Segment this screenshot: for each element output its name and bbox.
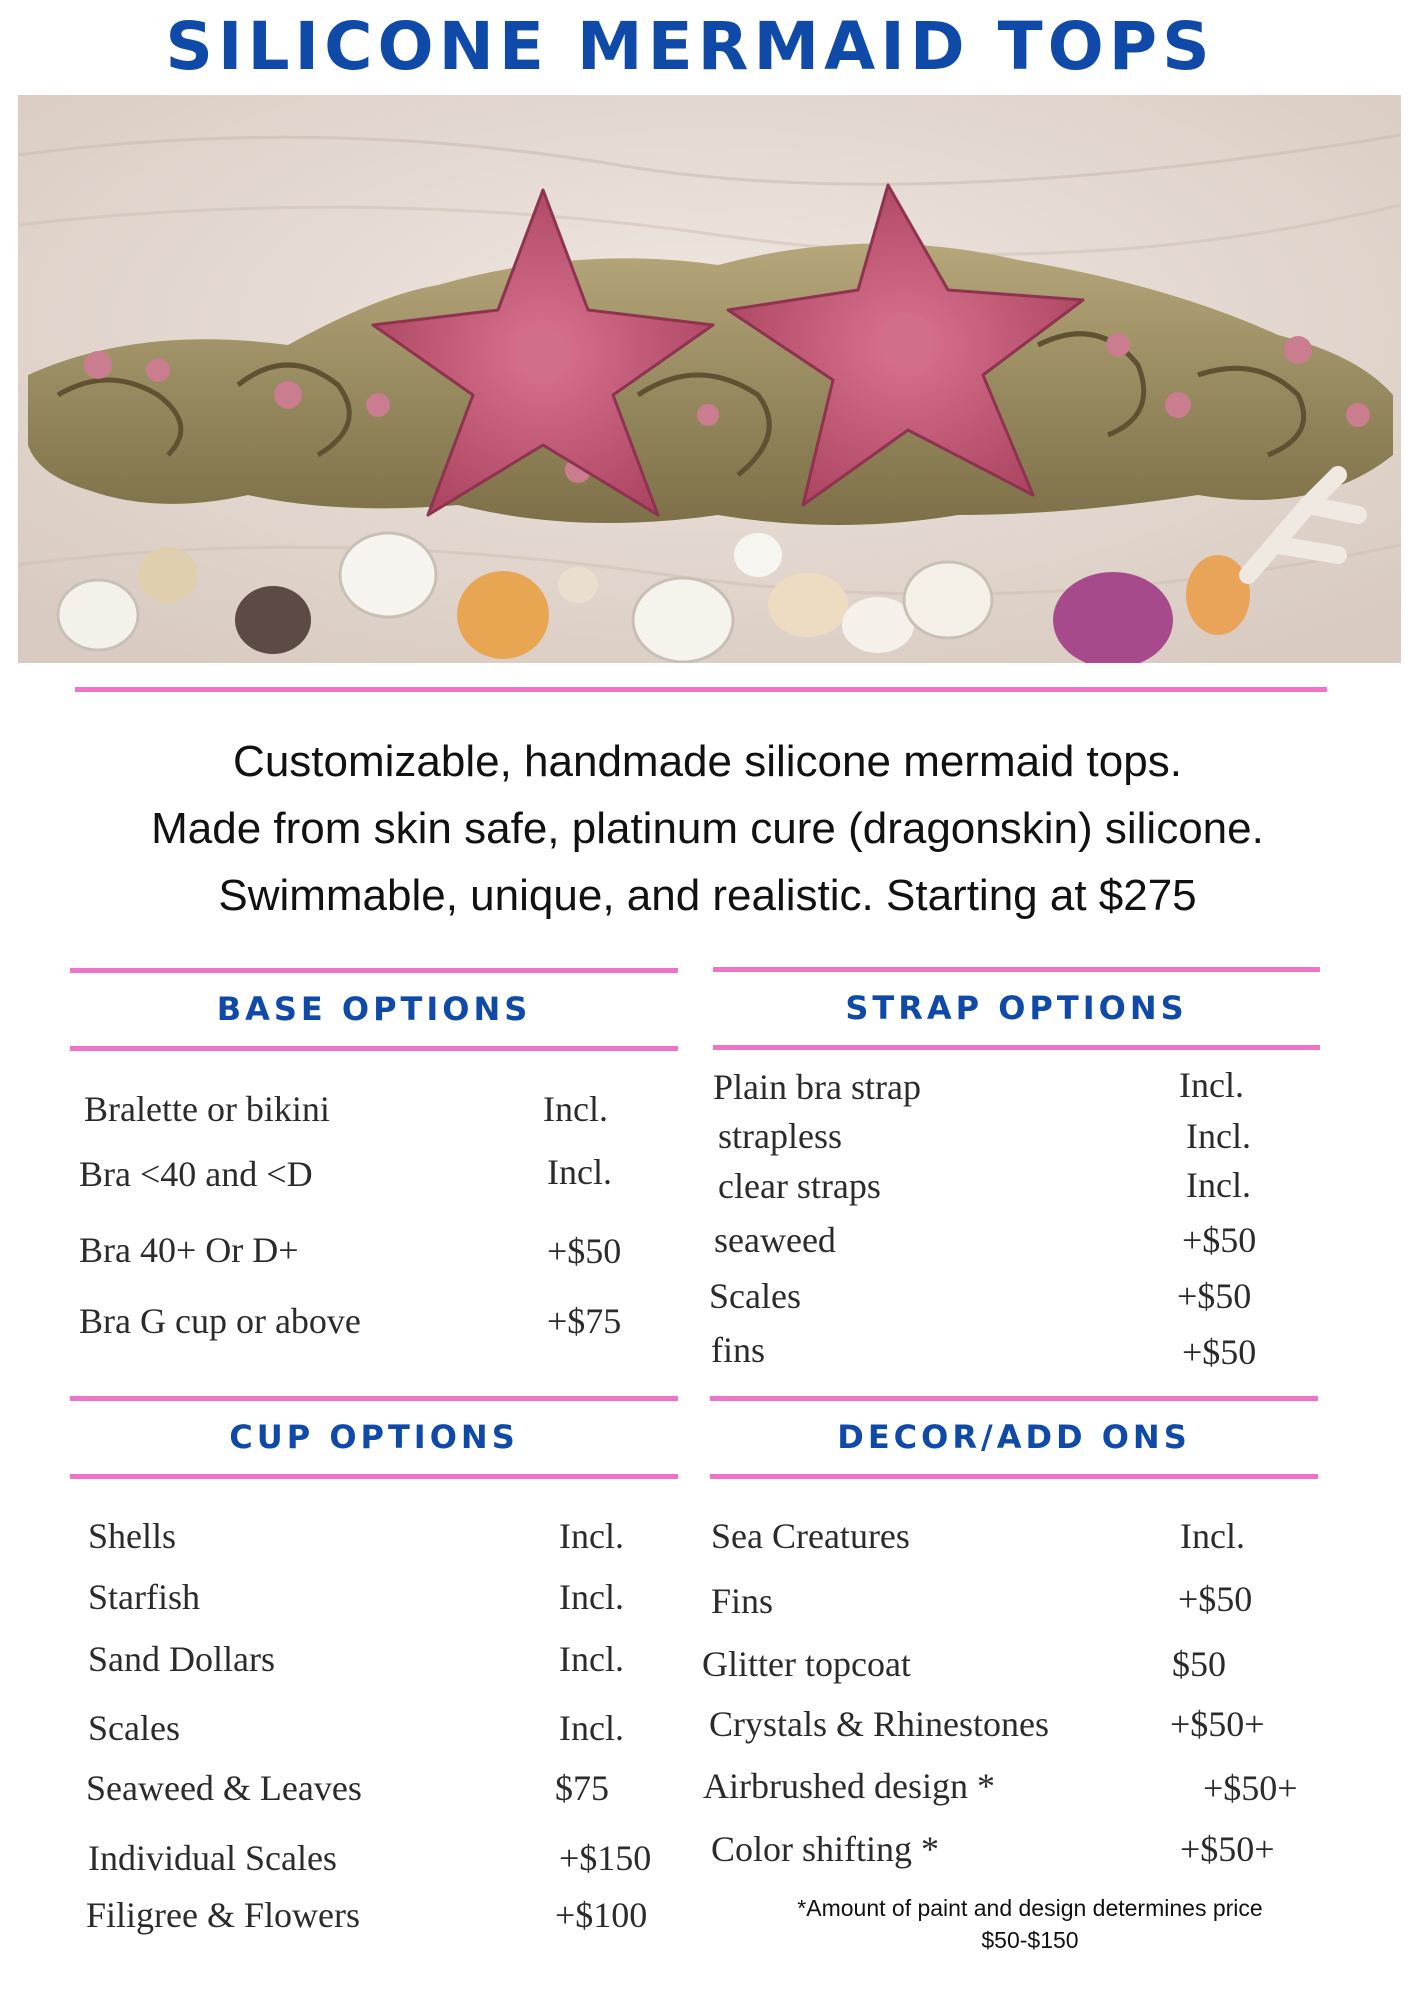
intro-text	[0, 728, 1415, 929]
base-item-price: +$75	[547, 1301, 622, 1341]
cup-rule-top	[70, 1396, 678, 1401]
decor-item-name: Glitter topcoat	[702, 1644, 911, 1684]
strap-item-name: strapless	[718, 1116, 842, 1156]
strap-item-price: Incl.	[1179, 1065, 1244, 1105]
cup-item-name: Sand Dollars	[88, 1639, 275, 1679]
decor-item-name: Fins	[711, 1581, 774, 1621]
cup-item-name: Individual Scales	[88, 1838, 337, 1878]
base-item-price: +$50	[547, 1231, 622, 1271]
decor-item-name: Color shifting *	[711, 1829, 940, 1869]
cup-item-name: Starfish	[88, 1577, 200, 1617]
decor-rule-top	[710, 1396, 1318, 1401]
intro-line-3: Swimmable, unique, and realistic. Starting at $275	[218, 871, 1197, 920]
strap-options-title: STRAP OPTIONS	[845, 989, 1188, 1027]
decor-item-price: +$50+	[1203, 1768, 1298, 1808]
pricing-footnote	[700, 1892, 1360, 1956]
decor-item-price: $50	[1172, 1644, 1226, 1684]
base-options-title: BASE OPTIONS	[216, 990, 532, 1028]
cup-rule-bottom	[70, 1474, 678, 1479]
base-rule-bottom	[70, 1046, 678, 1051]
base-rule-top	[70, 968, 678, 973]
strap-rule-top	[713, 967, 1320, 972]
mermaid-top-illustration	[18, 95, 1401, 663]
hero-image	[18, 95, 1401, 663]
base-item-price: Incl.	[547, 1152, 612, 1192]
strap-item-price: Incl.	[1186, 1165, 1251, 1205]
base-item-name: Bra <40 and <D	[79, 1154, 313, 1194]
cup-item-price: Incl.	[559, 1516, 624, 1556]
cup-item-price: Incl.	[559, 1708, 624, 1748]
strap-item-name: Scales	[709, 1276, 801, 1316]
decor-options-title: DECOR/ADD ONS	[837, 1418, 1191, 1456]
decor-item-name: Crystals & Rhinestones	[709, 1704, 1049, 1744]
strap-item-name: seaweed	[714, 1220, 836, 1260]
strap-item-price: +$50	[1182, 1332, 1257, 1372]
decor-item-price: Incl.	[1180, 1516, 1245, 1556]
strap-item-price: +$50	[1182, 1220, 1257, 1260]
strap-item-name: fins	[711, 1330, 765, 1370]
cup-item-name: Seaweed & Leaves	[86, 1768, 362, 1808]
cup-item-price: Incl.	[559, 1639, 624, 1679]
base-item-name: Bralette or bikini	[84, 1089, 330, 1129]
base-item-price: Incl.	[543, 1089, 608, 1129]
base-item-name: Bra G cup or above	[79, 1301, 361, 1341]
cup-options-title: CUP OPTIONS	[229, 1418, 519, 1456]
cup-item-name: Filigree & Flowers	[86, 1895, 360, 1935]
footnote-line-1: *Amount of paint and design determines price	[797, 1895, 1263, 1921]
decor-rule-bottom	[710, 1474, 1318, 1479]
decor-item-price: +$50+	[1170, 1704, 1265, 1744]
cup-item-name: Scales	[88, 1708, 180, 1748]
decor-item-price: +$50+	[1180, 1829, 1275, 1869]
divider-top	[75, 687, 1327, 692]
strap-item-price: Incl.	[1186, 1116, 1251, 1156]
cup-item-price: +$150	[559, 1838, 652, 1878]
base-item-name: Bra 40+ Or D+	[79, 1230, 299, 1270]
strap-item-name: Plain bra strap	[713, 1067, 921, 1107]
page-title: SILICONE MERMAID TOPS	[165, 8, 1215, 85]
intro-line-1: Customizable, handmade silicone mermaid tops.	[233, 737, 1182, 786]
cup-item-name: Shells	[88, 1516, 177, 1556]
intro-line-2: Made from skin safe, platinum cure (dragonskin) silicone.	[151, 804, 1264, 853]
cup-item-price: +$100	[555, 1895, 648, 1935]
decor-item-name: Sea Creatures	[711, 1516, 910, 1556]
strap-item-name: clear straps	[718, 1166, 881, 1206]
cup-item-price: Incl.	[559, 1577, 624, 1617]
decor-item-name: Airbrushed design *	[703, 1766, 995, 1806]
strap-item-price: +$50	[1177, 1276, 1252, 1316]
decor-item-price: +$50	[1178, 1579, 1253, 1619]
cup-item-price: $75	[555, 1768, 609, 1808]
footnote-line-2: $50-$150	[981, 1927, 1079, 1953]
strap-rule-bottom	[713, 1045, 1320, 1050]
